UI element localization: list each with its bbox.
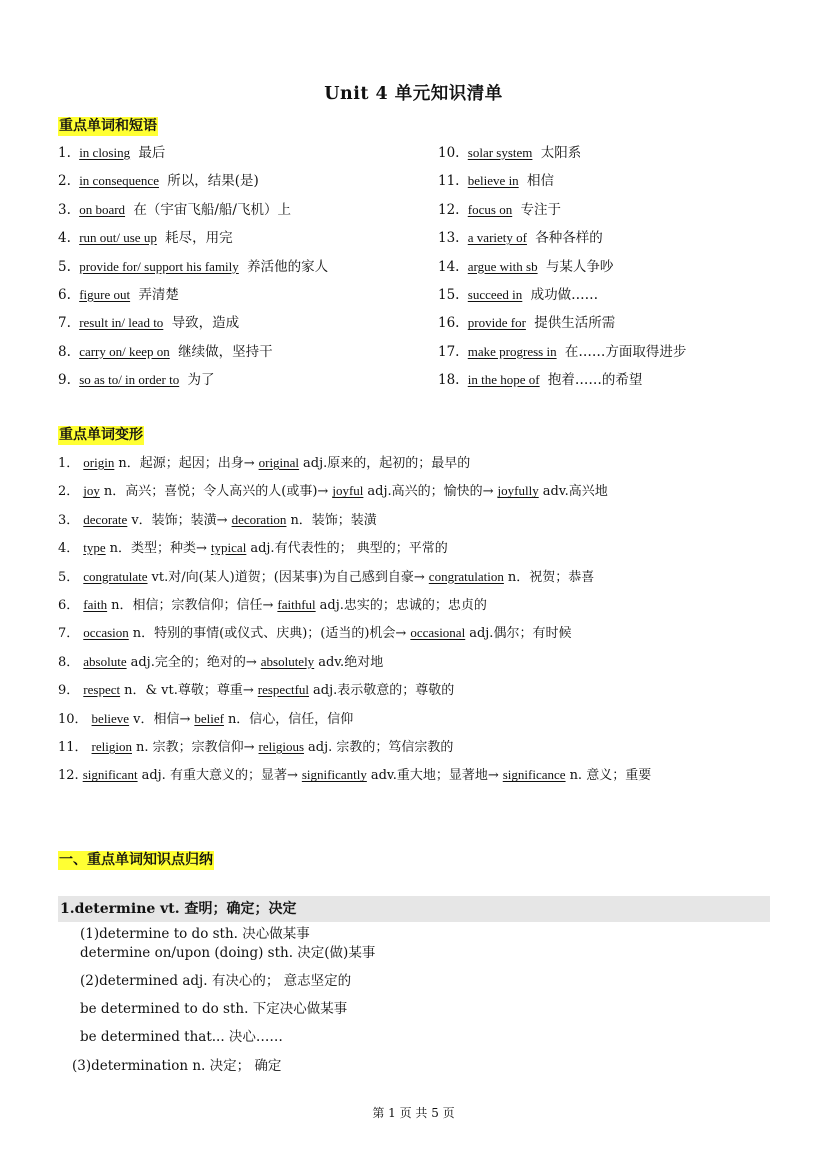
word-definition: v．相信→ [133, 711, 191, 727]
item-number: 1. [58, 145, 71, 161]
item-number: 4. [58, 230, 71, 247]
word-definition: adv.高兴地 [542, 484, 608, 500]
word-definition: n．相信；宗教信仰；信任→ [111, 598, 274, 613]
base-word: respect [83, 682, 121, 698]
derived-word: respectful [257, 682, 310, 698]
word-definition: vt.对/向(某人)道贺；(因某事)为自己感到自豪→ [151, 569, 425, 585]
item-number: 16. [438, 315, 460, 332]
phrase-meaning: 各种各样的 [535, 230, 603, 247]
derived-word: significance [502, 767, 566, 783]
phrase-term: run out/ use up [79, 230, 157, 246]
phrase-item [58, 228, 233, 248]
phrase-item [438, 285, 598, 305]
section-heading-word-forms: 重点单词变形 [59, 427, 143, 443]
word-form-row [58, 765, 651, 785]
word-definition: adj.有代表性的； 典型的；平常的 [250, 541, 448, 557]
phrase-meaning: 在（宇宙飞船/船/飞机）上 [133, 201, 291, 218]
word-definition: n．& vt.尊敬；尊重→ [124, 683, 254, 699]
word-definition: n．类型；种类→ [109, 541, 207, 557]
item-number: 10． [58, 711, 88, 727]
phrase-meaning: 专注于 [520, 201, 561, 218]
phrase-term: result in/ lead to [79, 315, 164, 331]
item-number: 1． [58, 456, 80, 471]
phrase-meaning: 抱着……的希望 [547, 372, 643, 389]
phrase-term: in closing [79, 145, 131, 160]
word-form-row [58, 680, 454, 700]
phrase-item [58, 313, 239, 333]
phrase-item [58, 285, 179, 305]
phrase-term: provide for/ support his family [79, 258, 239, 274]
derived-word: absolutely [260, 653, 315, 669]
word-form-row [58, 453, 470, 473]
word-definition: adj.偶尔；有时候 [469, 626, 572, 642]
base-word: congratulate [83, 568, 148, 584]
page-title: Unit 4 单元知识清单 [324, 84, 503, 104]
phrase-meaning: 最后 [138, 145, 166, 161]
phrase-item [58, 171, 259, 191]
phrase-meaning: 太阳系 [540, 145, 582, 161]
item-number: 7. [58, 315, 71, 332]
derived-word: significantly [301, 767, 367, 783]
word-form-row [58, 623, 571, 643]
phrase-term: make progress in [467, 343, 557, 359]
phrase-meaning: 在……方面取得进步 [564, 343, 687, 360]
phrase-term: believe in [467, 173, 519, 189]
phrase-meaning: 导致，造成 [171, 315, 240, 332]
item-number: 8． [58, 654, 80, 670]
item-number: 11． [58, 740, 88, 755]
phrase-item [58, 342, 273, 362]
phrase-term: on board [79, 201, 126, 217]
word-definition: adj.原来的，起初的；最早的 [303, 456, 471, 471]
base-word: joy [83, 483, 100, 499]
word-definition: n．起源；起因；出身→ [118, 456, 255, 471]
item-number: 9. [58, 372, 71, 389]
phrase-meaning: 提供生活所需 [534, 315, 616, 332]
phrase-meaning: 成功做…… [530, 287, 599, 303]
word-definition: v．装饰；装潢→ [131, 512, 228, 528]
phrase-term: in the hope of [467, 372, 540, 388]
derived-word: original [258, 455, 300, 470]
item-number: 18. [438, 372, 460, 389]
section-heading-phrases: 重点单词和短语 [59, 118, 157, 134]
item-number: 17. [438, 343, 460, 360]
base-word: significant [82, 767, 138, 783]
phrase-meaning: 养活他的家人 [247, 258, 329, 275]
item-number: 2． [58, 484, 80, 500]
derived-word: religious [258, 739, 305, 754]
word-form-row [58, 595, 487, 615]
word-definition: n．信心，信任，信仰 [227, 711, 354, 727]
derived-word: faithful [277, 597, 316, 612]
phrase-item [438, 200, 561, 220]
item-number: 9． [58, 683, 80, 699]
phrase-term: a variety of [467, 230, 527, 246]
word-form-row [58, 709, 353, 729]
item-number: 10. [438, 145, 460, 161]
derived-word: congratulation [428, 568, 504, 584]
item-number: 4． [58, 541, 80, 557]
word-definition: n．装饰；装潢 [290, 512, 377, 528]
usage-line: (2)determined adj. 有决心的； 意志坚定的 [80, 973, 352, 989]
item-number: 3． [58, 512, 80, 528]
phrase-item [438, 313, 615, 333]
phrase-item [58, 370, 215, 390]
derived-word: decoration [231, 511, 287, 527]
base-word: type [83, 540, 106, 556]
base-word: absolute [83, 653, 127, 669]
phrase-item [58, 200, 291, 220]
phrase-item [58, 257, 328, 277]
usage-line: be determined to do sth. 下定决心做某事 [80, 1001, 348, 1017]
item-number: 5． [58, 569, 80, 585]
base-word: faith [83, 597, 108, 612]
word-definition: n. 意义；重要 [569, 768, 652, 784]
word-definition: n. 宗教；宗教信仰→ [135, 740, 255, 755]
derived-word: occasional [410, 625, 466, 641]
base-word: occasion [83, 625, 129, 641]
derived-word: typical [210, 540, 247, 556]
phrase-term: in consequence [79, 173, 159, 189]
item-number: 15. [438, 287, 460, 303]
phrase-item [438, 228, 603, 248]
item-number: 2. [58, 173, 71, 190]
word-definition: adj. 有重大意义的；显著→ [141, 768, 298, 784]
phrase-term: solar system [467, 145, 533, 160]
entry-title-bar: 1.determine vt. 查明；确定；决定 [58, 896, 770, 922]
item-number: 6． [58, 598, 80, 613]
word-form-row [58, 737, 453, 757]
phrase-item [438, 342, 686, 362]
word-definition: adv.重大地；显著地→ [370, 768, 499, 784]
word-definition: adj.完全的；绝对的→ [130, 654, 257, 670]
item-number: 13. [438, 230, 460, 247]
word-form-row [58, 510, 377, 530]
phrase-term: so as to/ in order to [79, 372, 180, 388]
item-number: 12. [438, 201, 460, 218]
item-number: 3. [58, 201, 71, 218]
phrase-term: argue with sb [467, 258, 538, 274]
item-number: 8. [58, 343, 71, 360]
word-form-row [58, 567, 594, 587]
base-word: believe [91, 710, 130, 726]
phrase-item [438, 171, 554, 191]
phrase-meaning: 继续做，坚持干 [178, 343, 273, 360]
item-number: 11. [438, 173, 460, 190]
item-number: 5. [58, 258, 71, 275]
derived-word: joyfully [497, 483, 539, 499]
section-heading-knowledge: 一、重点单词知识点归纳 [59, 852, 213, 868]
phrase-meaning: 弄清楚 [138, 287, 179, 303]
phrase-meaning: 为了 [187, 372, 215, 389]
phrase-item [438, 143, 581, 163]
usage-line: be determined that... 决心…… [80, 1029, 283, 1045]
word-definition: adj.忠实的；忠诚的；忠贞的 [319, 598, 487, 613]
phrase-item [58, 143, 165, 163]
word-definition: adv.绝对地 [318, 654, 384, 670]
item-number: 6. [58, 287, 71, 303]
usage-line: (3)determination n. 决定； 确定 [72, 1058, 282, 1074]
derived-word: joyful [332, 483, 364, 499]
phrase-term: focus on [467, 201, 513, 217]
derived-word: belief [194, 710, 224, 726]
word-form-row [58, 481, 608, 501]
phrase-term: figure out [79, 287, 131, 302]
phrase-meaning: 相信 [526, 173, 554, 190]
base-word: origin [83, 455, 115, 470]
base-word: religion [91, 739, 132, 754]
phrase-meaning: 所以，结果(是) [167, 173, 259, 190]
item-number: 7． [58, 626, 80, 642]
phrase-term: succeed in [467, 287, 523, 302]
phrase-term: carry on/ keep on [79, 343, 170, 359]
base-word: decorate [83, 511, 128, 527]
phrase-meaning: 耗尽，用完 [165, 230, 233, 247]
word-form-row [58, 538, 448, 558]
phrase-item [438, 257, 613, 277]
word-form-row [58, 652, 383, 672]
usage-line: (1)determine to do sth. 决心做某事 [80, 926, 310, 942]
word-definition: n．特别的事情(或仪式、庆典)；(适当的)机会→ [132, 626, 407, 642]
phrase-item [438, 370, 642, 390]
phrase-meaning: 与某人争吵 [545, 258, 614, 275]
item-number: 12. [58, 768, 79, 784]
page-footer: 第 1 页 共 5 页 [372, 1106, 455, 1120]
phrase-term: provide for [467, 315, 526, 331]
usage-line: determine on/upon (doing) sth. 决定(做)某事 [80, 945, 376, 961]
word-definition: n．高兴；喜悦；令人高兴的人(或事)→ [103, 484, 329, 500]
item-number: 14. [438, 258, 460, 275]
word-definition: adj.高兴的；愉快的→ [367, 484, 494, 500]
word-definition: adj.表示敬意的；尊敬的 [313, 683, 455, 699]
word-definition: adj. 宗教的；笃信宗教的 [308, 740, 454, 755]
word-definition: n．祝贺；恭喜 [507, 569, 595, 585]
